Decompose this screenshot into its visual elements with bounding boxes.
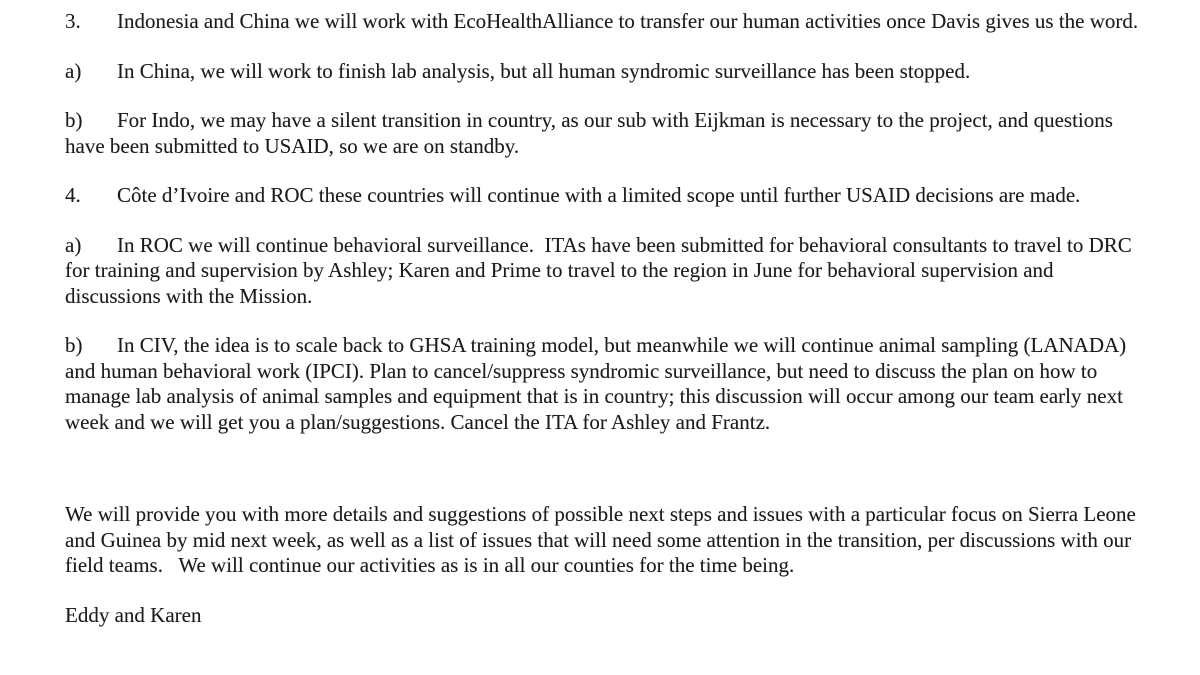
closing-paragraph	[65, 502, 1143, 579]
list-marker: b)	[65, 333, 83, 357]
list-marker: 3.	[65, 9, 81, 33]
paragraph-text: We will provide you with more details and suggestions of possible next steps and issues with a particular focus on Sierra Leone and Guinea by mid next week, as well as a list of issues that will need some attention in the transition, per discussions with our field teams. We will continue our activities as is in all our counties for the time being.	[65, 502, 1142, 577]
list-item-4	[65, 183, 1143, 209]
list-marker: a)	[65, 232, 82, 257]
paragraph-text: In CIV, the idea is to scale back to GHSA training model, but meanwhile we will continue animal sampling (LANADA) and human behavioral work (IPCI). Plan to cancel/suppress syndromic surveillance, but need to discuss the plan on how to manage lab analysis of animal samples and equipment that is in country; this discussion will occur among our team early next week and we will get you a plan/suggestions. Cancel the ITA for Ashley and Frantz.	[65, 333, 1132, 434]
list-item-4b	[65, 333, 1143, 435]
list-item-4a	[65, 233, 1143, 310]
document-body	[65, 9, 1143, 628]
list-marker: b)	[65, 108, 83, 132]
list-marker: a)	[65, 58, 82, 83]
signature-text: Eddy and Karen	[65, 602, 202, 627]
paragraph-text: Indonesia and China we will work with EcoHealthAlliance to transfer our human activities once Davis gives us the word.	[117, 9, 1139, 33]
list-item-3	[65, 9, 1143, 35]
paragraph-text: In China, we will work to finish lab analysis, but all human syndromic surveillance has been stopped.	[117, 58, 971, 83]
list-item-3b	[65, 108, 1143, 159]
list-marker: 4.	[65, 183, 81, 207]
list-item-3a	[65, 59, 1143, 85]
paragraph-text: For Indo, we may have a silent transition in country, as our sub with Eijkman is necessary to the project, and questions have been submitted to USAID, so we are on standby.	[65, 108, 1119, 158]
signature	[65, 603, 1143, 629]
paragraph-text: Côte d’Ivoire and ROC these countries will continue with a limited scope until further USAID decisions are made.	[117, 183, 1081, 207]
paragraph-text: In ROC we will continue behavioral surveillance. ITAs have been submitted for behavioral consultants to travel to DRC for training and supervision by Ashley; Karen and Prime to travel to the region in June for behavioral supervision and discussions with the Mission.	[65, 232, 1138, 308]
